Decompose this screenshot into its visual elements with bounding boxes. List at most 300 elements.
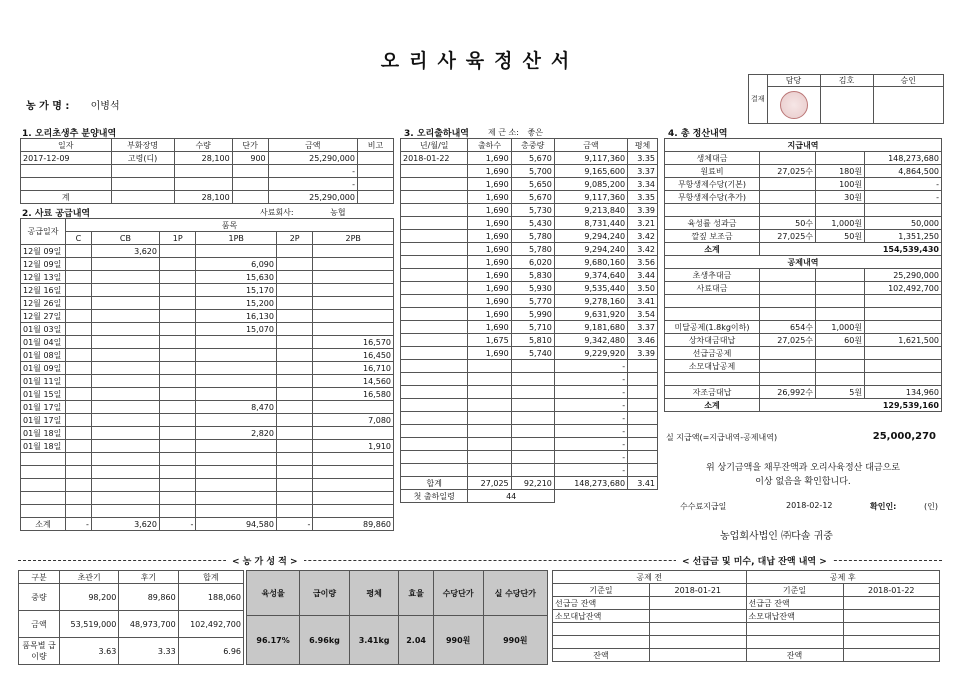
table-cell [276, 245, 312, 258]
table-cell: 5,780 [511, 230, 554, 243]
table-cell [159, 284, 195, 297]
table-cell [628, 451, 658, 464]
balance-row-label: 선급금 잔액 [746, 597, 843, 610]
table-row [553, 610, 940, 623]
table-cell [760, 295, 816, 308]
table-cell [66, 323, 92, 336]
table-cell [232, 165, 268, 178]
table-cell: 50원 [816, 230, 865, 243]
days-label: 첫 출하일령 [401, 490, 468, 503]
table-row [401, 282, 658, 295]
table-cell [196, 505, 277, 518]
table-row [19, 611, 244, 638]
table-cell [196, 453, 277, 466]
column-header: 금액 [554, 139, 627, 152]
table-cell: 3.41 [628, 295, 658, 308]
table-cell [276, 466, 312, 479]
table-cell [276, 427, 312, 440]
table-cell [91, 310, 159, 323]
deduction-header: 공제내역 [665, 256, 942, 269]
table-cell [760, 347, 816, 360]
table-row [401, 269, 658, 282]
table-cell: 26,992수 [760, 386, 816, 399]
table-cell: 1,000원 [816, 217, 865, 230]
table-row [401, 152, 658, 165]
subtotal-row [665, 399, 942, 412]
table-cell [159, 427, 195, 440]
table-cell [313, 323, 394, 336]
table-row [401, 295, 658, 308]
column-header: 구분 [19, 571, 60, 584]
table-cell [276, 297, 312, 310]
table-cell [665, 204, 760, 217]
sec1-title: 1. 오리초생추 분양내역 [22, 129, 117, 139]
table-cell [816, 347, 865, 360]
table-cell [313, 466, 394, 479]
table-cell [91, 453, 159, 466]
table-cell [196, 375, 277, 388]
table-cell [66, 453, 92, 466]
table-cell: 01월 17일 [21, 401, 66, 414]
table-cell [66, 258, 92, 271]
table-cell: 3.44 [628, 269, 658, 282]
table-cell: 육성률 성과금 [665, 217, 760, 230]
table-cell [159, 414, 195, 427]
table-cell [91, 505, 159, 518]
table-cell [111, 191, 174, 204]
table-cell [91, 362, 159, 375]
table-cell: 89,860 [119, 584, 178, 611]
table-row [665, 217, 942, 230]
table-cell: 9,374,640 [554, 269, 627, 282]
table-cell [276, 323, 312, 336]
table-cell [196, 466, 277, 479]
table-cell [313, 401, 394, 414]
table-cell [865, 373, 942, 386]
subtotal-value: 129,539,160 [760, 399, 942, 412]
balance-label: 잔액 [553, 649, 650, 662]
table-cell: 3,620 [91, 245, 159, 258]
table-cell: 2017-12-09 [21, 152, 112, 165]
column-header: 1P [159, 232, 195, 245]
table-row [401, 334, 658, 347]
table-cell: 188,060 [178, 584, 243, 611]
table-cell [401, 347, 468, 360]
table-cell [760, 152, 816, 165]
table-cell: 8,731,440 [554, 217, 627, 230]
table-cell: 50,000 [865, 217, 942, 230]
table-row [401, 321, 658, 334]
table-row [401, 191, 658, 204]
table-cell: 무항생제수당(추가) [665, 191, 760, 204]
table-cell: - [159, 518, 195, 531]
table-row [21, 178, 394, 191]
table-cell: 102,492,700 [865, 282, 942, 295]
table-cell: - [276, 518, 312, 531]
table-cell [91, 401, 159, 414]
performance-value: 2.04 [399, 616, 433, 665]
table-row [247, 616, 548, 665]
table-cell [401, 191, 468, 204]
feed-supply-table [20, 218, 394, 531]
table-cell: 12월 13일 [21, 271, 66, 284]
table-cell: 3.39 [628, 204, 658, 217]
table-cell: 중량 [19, 584, 60, 611]
table-cell: 53,519,000 [60, 611, 119, 638]
table-row [19, 584, 244, 611]
performance-title: < 농 가 성 적 > [226, 554, 304, 567]
table-cell [196, 349, 277, 362]
table-cell [91, 427, 159, 440]
table-cell [196, 362, 277, 375]
table-cell: 15,170 [196, 284, 277, 297]
column-header: 1PB [196, 232, 277, 245]
table-cell: 1,675 [468, 334, 511, 347]
table-cell: 15,200 [196, 297, 277, 310]
column-header: 평체 [628, 139, 658, 152]
table-cell [313, 271, 394, 284]
table-cell: - [865, 178, 942, 191]
table-row [21, 349, 394, 362]
table-cell [66, 349, 92, 362]
plant-info [488, 127, 543, 138]
table-cell: 9,294,240 [554, 230, 627, 243]
table-cell [21, 453, 66, 466]
settlement-table [664, 138, 942, 412]
approval-col-3: 승인 [873, 75, 943, 87]
table-cell [816, 360, 865, 373]
table-cell: 01월 08일 [21, 349, 66, 362]
performance-value: 6.96kg [300, 616, 350, 665]
table-cell [401, 373, 468, 386]
table-cell: 6.96 [178, 638, 243, 665]
column-header: 수당단가 [433, 571, 483, 616]
table-cell [511, 373, 554, 386]
seal-mark: (인) [924, 502, 938, 511]
table-cell [66, 440, 92, 453]
table-cell [21, 466, 66, 479]
table-row [21, 152, 394, 165]
table-cell [196, 492, 277, 505]
table-cell [21, 165, 112, 178]
table-cell [276, 271, 312, 284]
table-cell: 원료비 [665, 165, 760, 178]
table-row [401, 217, 658, 230]
table-cell [159, 401, 195, 414]
table-row [21, 401, 394, 414]
table-cell [91, 336, 159, 349]
table-cell [196, 336, 277, 349]
table-cell: 5,930 [511, 282, 554, 295]
table-cell [401, 438, 468, 451]
table-cell [159, 258, 195, 271]
chick-purchase-table [20, 138, 394, 204]
table-cell: 27,025수 [760, 334, 816, 347]
table-row [21, 310, 394, 323]
table-cell: 9,342,480 [554, 334, 627, 347]
after-date: 2018-01-22 [843, 584, 940, 597]
table-cell [159, 245, 195, 258]
table-cell: 3,620 [91, 518, 159, 531]
table-cell [468, 464, 511, 477]
table-cell: 9,117,360 [554, 191, 627, 204]
table-cell: 1,690 [468, 321, 511, 334]
table-row [21, 479, 394, 492]
table-row [665, 334, 942, 347]
table-header-row [19, 571, 244, 584]
table-cell [468, 425, 511, 438]
table-cell: 소계 [21, 518, 66, 531]
table-cell: 28,100 [174, 152, 232, 165]
table-cell [511, 438, 554, 451]
table-row [21, 440, 394, 453]
table-cell: 654수 [760, 321, 816, 334]
table-cell: 1,690 [468, 256, 511, 269]
table-cell [66, 245, 92, 258]
table-cell [21, 492, 66, 505]
table-cell: 자조금대납 [665, 386, 760, 399]
table-cell: 9,181,680 [554, 321, 627, 334]
table-cell: - [554, 464, 627, 477]
table-cell [159, 271, 195, 284]
table-cell: 3.21 [628, 217, 658, 230]
table-cell: 27,025 [468, 477, 511, 490]
table-cell: 5,990 [511, 308, 554, 321]
table-cell [468, 386, 511, 399]
table-cell [91, 297, 159, 310]
sec3-title: 3. 오리출하내역 [404, 129, 469, 139]
table-cell: 12월 09일 [21, 258, 66, 271]
table-cell: 6,020 [511, 256, 554, 269]
table-cell: 1,690 [468, 191, 511, 204]
table-cell [401, 308, 468, 321]
table-cell: 3.41 [628, 477, 658, 490]
table-cell: 품목별 급이량 [19, 638, 60, 665]
net-payment-label: 실 지급액(=지급내역-공제내역) [666, 433, 778, 442]
table-cell: 148,273,680 [554, 477, 627, 490]
table-cell [468, 373, 511, 386]
table-cell: - [865, 191, 942, 204]
total-row [21, 518, 394, 531]
table-cell: 16,710 [313, 362, 394, 375]
table-cell: 16,130 [196, 310, 277, 323]
table-cell [66, 297, 92, 310]
table-cell [628, 360, 658, 373]
column-header: 총중량 [511, 139, 554, 152]
table-row [21, 505, 394, 518]
table-row [401, 399, 658, 412]
table-cell [628, 373, 658, 386]
column-header: 부화장명 [111, 139, 174, 152]
table-cell: 5,740 [511, 347, 554, 360]
table-cell [401, 178, 468, 191]
table-row [401, 425, 658, 438]
pay-date-value: 2018-02-12 [786, 501, 833, 510]
table-cell: 3.37 [628, 321, 658, 334]
table-row [401, 230, 658, 243]
table-cell [159, 323, 195, 336]
table-cell [91, 414, 159, 427]
table-row [401, 451, 658, 464]
table-cell [401, 295, 468, 308]
table-cell [66, 362, 92, 375]
table-row [21, 165, 394, 178]
performance-indicator-table [246, 570, 548, 665]
farmer-label: 농 가 명 : [26, 101, 70, 112]
table-cell [401, 230, 468, 243]
table-cell: 3.33 [119, 638, 178, 665]
table-cell [313, 297, 394, 310]
table-cell: - [554, 360, 627, 373]
table-cell: 1,690 [468, 243, 511, 256]
table-header-row [21, 219, 394, 232]
balance-label: 잔액 [746, 649, 843, 662]
table-cell: 1,690 [468, 308, 511, 321]
days-row [401, 490, 658, 503]
table-cell [276, 479, 312, 492]
table-header-row [665, 256, 942, 269]
table-cell [816, 204, 865, 217]
approval-col-2: 김호 [820, 75, 873, 87]
table-cell [174, 178, 232, 191]
table-cell: 27,025수 [760, 165, 816, 178]
table-cell [66, 271, 92, 284]
table-cell [66, 466, 92, 479]
table-cell [66, 388, 92, 401]
table-cell: 2,820 [196, 427, 277, 440]
table-cell [401, 204, 468, 217]
table-cell [66, 375, 92, 388]
table-cell [511, 451, 554, 464]
confirm-line-2: 이상 없음을 확인합니다. [755, 477, 851, 487]
table-cell: 148,273,680 [865, 152, 942, 165]
table-cell: 5,830 [511, 269, 554, 282]
table-cell [665, 373, 760, 386]
table-cell [66, 310, 92, 323]
table-row [665, 191, 942, 204]
table-cell [357, 178, 393, 191]
table-cell [401, 360, 468, 373]
table-cell [276, 258, 312, 271]
table-cell [511, 464, 554, 477]
table-cell: 9,680,160 [554, 256, 627, 269]
table-cell [760, 191, 816, 204]
table-cell [276, 336, 312, 349]
column-header: 초관기 [60, 571, 119, 584]
table-cell [628, 412, 658, 425]
table-cell: 4,864,500 [865, 165, 942, 178]
table-cell: 미달공제(1.8kg이하) [665, 321, 760, 334]
table-cell [865, 308, 942, 321]
before-header: 공제 전 [553, 571, 747, 584]
table-cell [159, 440, 195, 453]
table-cell: 9,294,240 [554, 243, 627, 256]
table-cell [401, 243, 468, 256]
table-cell: 1,621,500 [865, 334, 942, 347]
table-cell: - [554, 425, 627, 438]
table-cell [159, 505, 195, 518]
table-row [21, 466, 394, 479]
table-cell: 9,631,920 [554, 308, 627, 321]
base-date-label: 기준일 [746, 584, 843, 597]
table-cell: 25,290,000 [268, 152, 357, 165]
table-cell: 12월 16일 [21, 284, 66, 297]
table-cell: - [268, 165, 357, 178]
table-cell: - [66, 518, 92, 531]
subtotal-row [665, 243, 942, 256]
table-cell [468, 438, 511, 451]
table-cell [816, 152, 865, 165]
table-cell: 01월 18일 [21, 440, 66, 453]
days-value: 44 [468, 490, 554, 503]
after-header: 공제 후 [746, 571, 940, 584]
farmer-name: 이병석 [90, 101, 120, 112]
pay-date-label: 수수료지급일 [680, 502, 727, 511]
table-cell [276, 284, 312, 297]
table-cell [468, 412, 511, 425]
subtotal-value: 154,539,430 [760, 243, 942, 256]
table-row [665, 165, 942, 178]
table-cell: 1,690 [468, 152, 511, 165]
table-cell [91, 375, 159, 388]
column-header: 수량 [174, 139, 232, 152]
table-cell: 5원 [816, 386, 865, 399]
table-cell [313, 505, 394, 518]
table-cell: 48,973,700 [119, 611, 178, 638]
table-row [665, 347, 942, 360]
column-header: 일자 [21, 139, 112, 152]
table-cell [511, 399, 554, 412]
column-header: 비고 [357, 139, 393, 152]
table-cell: 3.50 [628, 282, 658, 295]
table-cell: 9,278,160 [554, 295, 627, 308]
table-cell: 60원 [816, 334, 865, 347]
approval-box [748, 74, 944, 124]
table-cell [401, 217, 468, 230]
table-cell [665, 295, 760, 308]
table-cell [91, 479, 159, 492]
table-cell: 27,025수 [760, 230, 816, 243]
column-header: 합계 [178, 571, 243, 584]
table-cell: 1,000원 [816, 321, 865, 334]
farmer-info [26, 97, 120, 112]
sec2-title: 2. 사료 공급내역 [22, 209, 91, 219]
table-cell [865, 204, 942, 217]
balance-row-label: 선급금 잔액 [553, 597, 650, 610]
table-row [553, 597, 940, 610]
performance-value: 3.41kg [349, 616, 399, 665]
table-cell: 5,670 [511, 191, 554, 204]
base-date-row [553, 584, 940, 597]
table-cell: 16,450 [313, 349, 394, 362]
sec4-title: 4. 총 정산내역 [668, 129, 728, 139]
column-header: 육성율 [247, 571, 300, 616]
confirm-line-1: 위 상기금액을 채무잔액과 오리사육정산 대금으로 [705, 463, 901, 473]
table-cell [313, 479, 394, 492]
table-cell [313, 258, 394, 271]
table-cell: 8,470 [196, 401, 277, 414]
table-header-row [553, 571, 940, 584]
table-cell [159, 466, 195, 479]
table-cell [357, 165, 393, 178]
table-cell: 12월 09일 [21, 245, 66, 258]
table-row [665, 386, 942, 399]
table-cell: 1,351,250 [865, 230, 942, 243]
table-row [21, 414, 394, 427]
company-name: 농업회사법인 ㈜다솔 귀중 [720, 531, 833, 542]
table-cell: 94,580 [196, 518, 277, 531]
table-cell: 3.42 [628, 230, 658, 243]
